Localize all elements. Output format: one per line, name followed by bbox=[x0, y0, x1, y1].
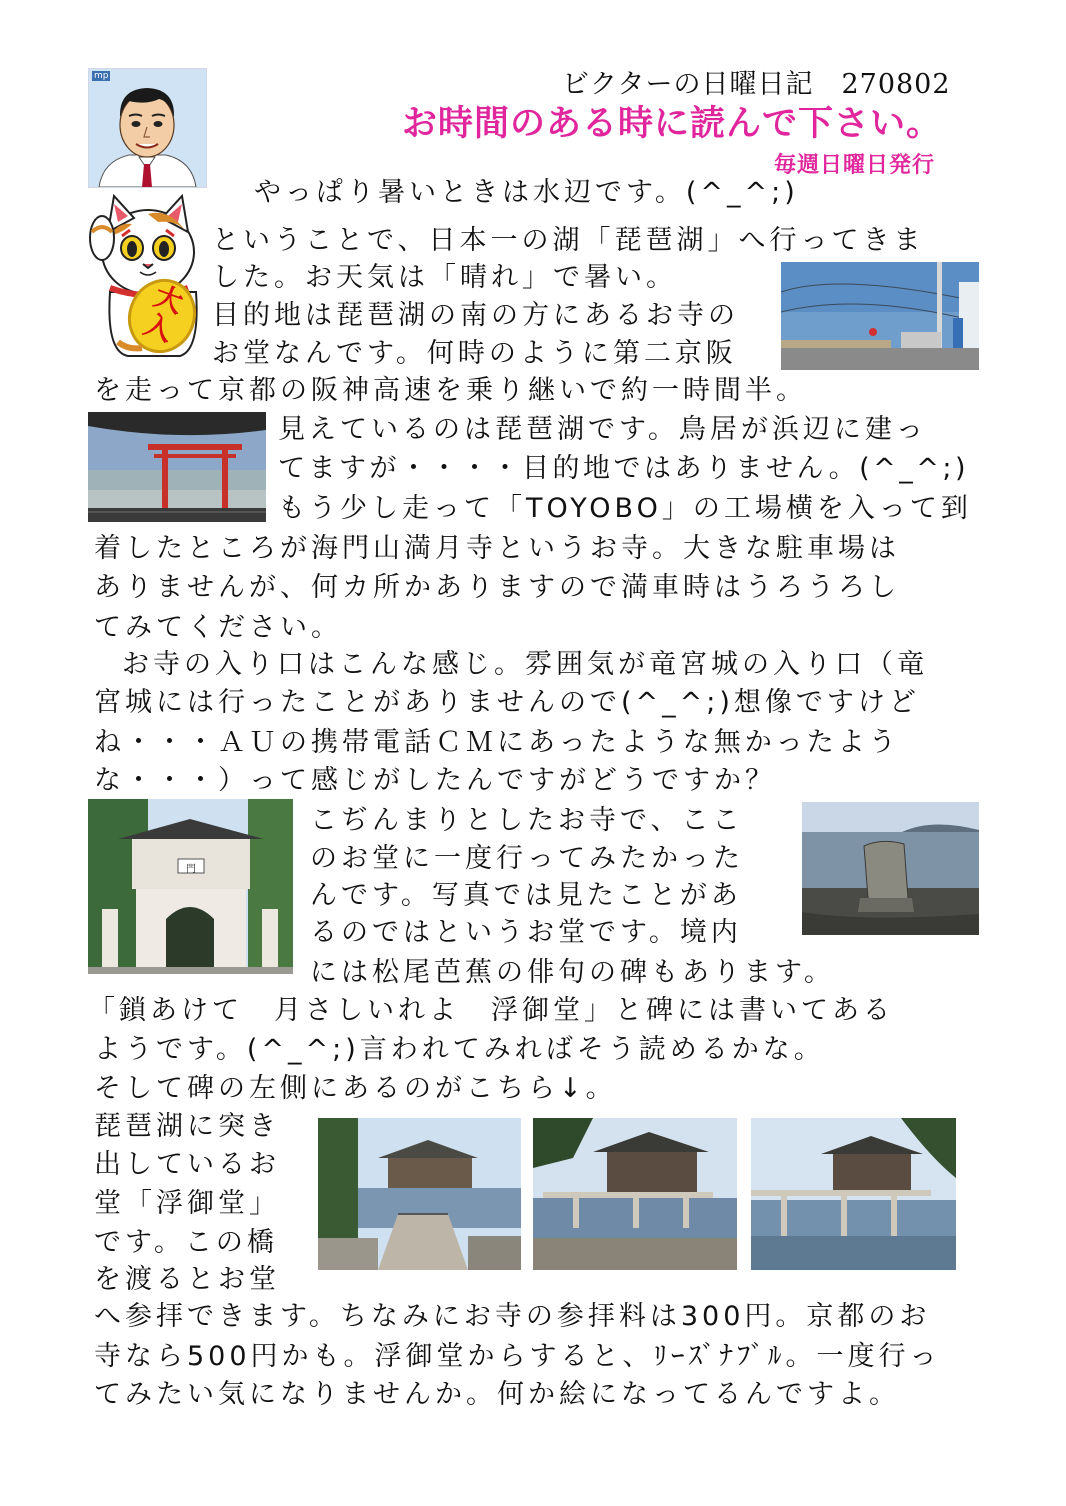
body-line: やっぱり暑いときは水辺です。(^_^;) bbox=[254, 177, 799, 208]
body-line: です。この橋 bbox=[94, 1227, 278, 1258]
body-line: もう少し走って「TOYOBO」の工場横を入って到 bbox=[278, 493, 972, 524]
photo-stone-monument bbox=[802, 802, 979, 935]
ukimido-photo-2-image bbox=[533, 1118, 737, 1270]
temple-gate-photo-image bbox=[88, 799, 293, 974]
body-line: んです。写真では見たことがあ bbox=[310, 880, 742, 911]
body-line: てみたい気になりませんか。何か絵になってるんですよ。 bbox=[94, 1379, 900, 1410]
stone-monument-photo-image bbox=[802, 802, 979, 935]
body-line: てみてください。 bbox=[94, 612, 342, 643]
body-line: お寺の入り口はこんな感じ。雰囲気が竜宮城の入り口（竜 bbox=[122, 649, 928, 680]
body-line: には松尾芭蕉の俳句の碑もあります。 bbox=[310, 957, 835, 988]
body-line: へ参拝できます。ちなみにお寺の参拝料は300円。京都のお bbox=[94, 1301, 931, 1332]
coin-text: 大入 bbox=[139, 279, 188, 348]
photo-ukimido-3 bbox=[751, 1118, 956, 1270]
newsletter-subtitle: お時間のある時に読んで下さい。 bbox=[402, 104, 943, 144]
body-line: のお堂に一度行ってみたかった bbox=[310, 843, 744, 874]
body-line: ありませんが、何カ所かありますので満車時はうろうろし bbox=[94, 572, 900, 603]
photo-ukimido-1 bbox=[318, 1118, 521, 1270]
body-line: るのではというお堂です。境内 bbox=[310, 917, 742, 948]
author-portrait bbox=[88, 68, 207, 188]
temple-plaque-text: 門 bbox=[186, 864, 196, 875]
body-line: ようです。(^_^;)言われてみればそう読めるかな。 bbox=[94, 1034, 825, 1065]
body-line: した。お天気は「晴れ」で暑い。 bbox=[212, 262, 677, 293]
body-line: ね・・・ＡＵの携帯電話ＣＭにあったような無かったよう bbox=[94, 727, 900, 758]
body-line: お堂なんです。何時のように第二京阪 bbox=[212, 338, 737, 369]
street-photo-image bbox=[781, 262, 979, 370]
body-line: 琵琶湖に突き bbox=[94, 1111, 280, 1142]
body-line: 目的地は琵琶湖の南の方にあるお寺の bbox=[212, 300, 739, 331]
author-portrait-illustration bbox=[89, 69, 206, 187]
body-line: そして碑の左側にあるのがこちら↓。 bbox=[94, 1073, 617, 1104]
body-line: こぢんまりとしたお寺で、ここ bbox=[310, 805, 744, 836]
body-line: 寺なら500円かも。浮御堂からすると、ﾘｰｽﾞﾅﾌﾞﾙ。一度行っ bbox=[94, 1341, 941, 1372]
newsletter-title: ビクターの日曜日記 270802 bbox=[562, 69, 951, 100]
photo-ukimido-2 bbox=[533, 1118, 737, 1270]
maneki-neko-illustration bbox=[88, 192, 206, 360]
body-line: 堂「浮御堂」 bbox=[94, 1188, 280, 1219]
body-line: 宮城には行ったことがありませんので(^_^;)想像ですけど bbox=[94, 687, 920, 718]
body-line: てますが・・・・目的地ではありません。(^_^;) bbox=[278, 453, 970, 484]
body-line: 「鎖あけて 月さしいれよ 浮御堂」と碑には書いてある bbox=[88, 995, 894, 1026]
body-line: ということで、日本一の湖「琵琶湖」へ行ってきま bbox=[212, 225, 925, 256]
body-line: を走って京都の阪神高速を乗り継いで約一時間半。 bbox=[94, 375, 807, 406]
photo-street-view bbox=[781, 262, 979, 370]
torii-photo-image bbox=[88, 412, 266, 522]
ukimido-photo-1-image bbox=[318, 1118, 521, 1270]
ukimido-photo-3-image bbox=[751, 1118, 956, 1270]
photo-temple-gate bbox=[88, 799, 293, 974]
photo-torii-gate bbox=[88, 412, 266, 522]
publication-frequency: 毎週日曜日発行 bbox=[774, 153, 936, 178]
body-line: を渡るとお堂 bbox=[94, 1264, 280, 1295]
body-line: な・・・）って感じがしたんですがどうですか？ bbox=[94, 765, 776, 796]
portrait-stamp: mp bbox=[94, 71, 109, 81]
body-line: 着したところが海門山満月寺というお寺。大きな駐車場は bbox=[94, 533, 900, 564]
body-line: 出しているお bbox=[94, 1149, 280, 1180]
body-line: 見えているのは琵琶湖です。鳥居が浜辺に建っ bbox=[278, 414, 927, 445]
